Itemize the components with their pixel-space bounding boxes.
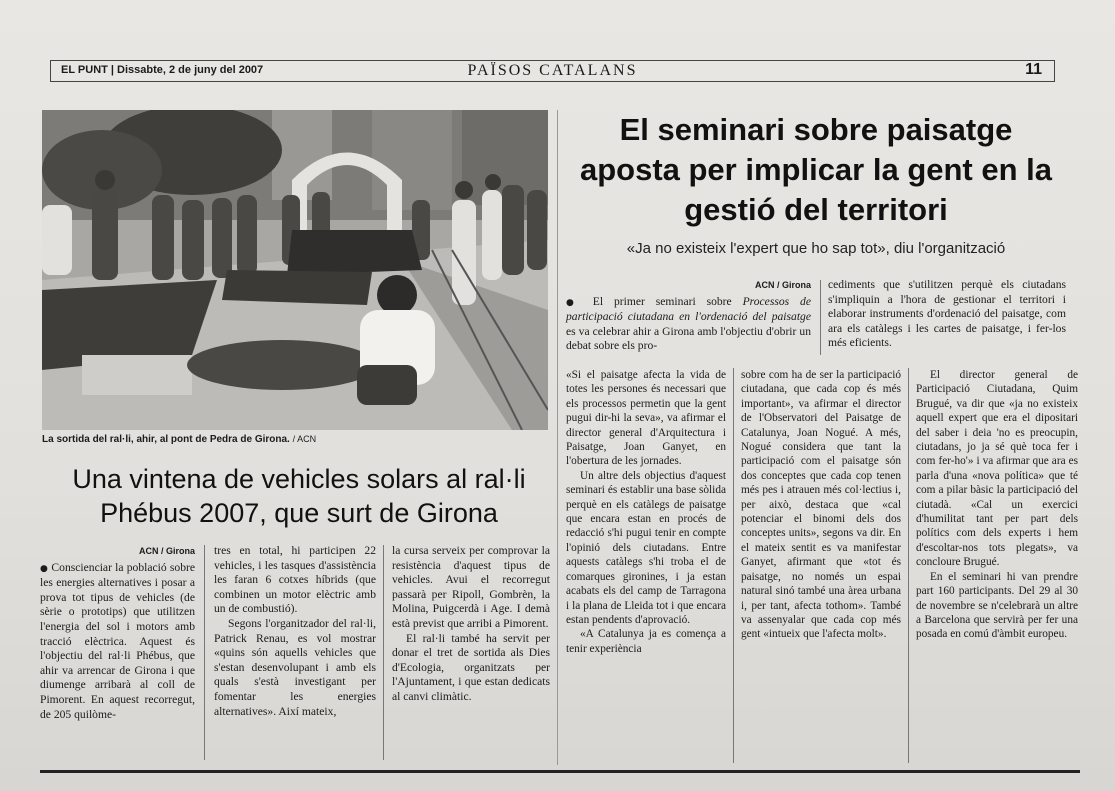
column-divider xyxy=(383,545,384,760)
header-page-number: 11 xyxy=(1025,61,1042,78)
right-lead-continued: cediments que s'utilitzen perquè els ciutadans s'impliquin a l'hora de gestionar el territori i elaborar instruments d'ordenació del paisatge, com ara els catàlegs i les cartes de paisatge, i fer-los més eficients. xyxy=(828,278,1066,350)
right-article-column-2 xyxy=(741,368,901,642)
left-article-column-1 xyxy=(40,544,195,722)
photo-credit: / ACN xyxy=(292,434,317,444)
bottom-rule xyxy=(40,770,1080,773)
left-article-column-2 xyxy=(214,544,376,719)
column-divider xyxy=(733,368,734,763)
left-article-headline: Una vintena de vehicles solars al ral·li Phébus 2007, que surt de Girona xyxy=(72,464,526,528)
rally-photo xyxy=(42,110,548,430)
left-article-column-3 xyxy=(392,544,550,705)
left-article-col3-para2: El ral·li també ha servit per donar el tret de sortida als Dies d'Ecologia, organitzats per l'Ajuntament, i que estan dedicats al canvi climàtic. xyxy=(392,631,550,703)
bullet-icon: ● xyxy=(566,297,582,308)
right-article-lead-2 xyxy=(828,278,1066,351)
left-article-col2-para2: Segons l'organitzador del ral·li, Patrick Renau, es vol mostrar «quins són aquells vehicles que s'estan desenvolupant i amb els quals s'està investigant per fomentar les energies alternatives». Així mateix, xyxy=(214,616,376,718)
page-header xyxy=(50,60,1055,82)
right-col1-para2: Un altre dels objectius d'aquest seminari és establir una base sòlida perquè en els catàlegs de paisatge que encara estan en procés de redacció s'hi pugui tenir en compte l'opinió dels ciutadans. Entre aquests catàlegs s'hi troba el de comarques gironines, i ja estan acabats els del camp de Tarragona i la plana de Lleida tot i que encara estan pendents d'aprovació. xyxy=(566,469,726,626)
article-divider xyxy=(557,110,558,765)
left-article-agency: ACN / Girona xyxy=(138,546,195,556)
right-lead-after: es va celebrar ahir a Girona amb l'objectiu d'obrir un debat sobre els pro- xyxy=(566,324,811,353)
right-col3-para1: El director general de Participació Ciutadana, Quim Brugué, va dir que «ja no existeix aquell expert que era el dipositari del saber i deia 'no es preocupin, ciutadans, jo ja sé què toca fer i com fer-ho'» i va afirmar que ara es parla d'una «nova política» que té com a pilar bàsic la participació del ciutadà. «Cal un exercici d'humilitat tant per part dels polítics com dels experts i hem d'escoltar-nos tots plegats», va concloure Brugué. xyxy=(916,369,1078,569)
rally-photo-image xyxy=(42,110,548,430)
right-article-subtitle: «Ja no existeix l'expert que ho sap tot», diu l'organització xyxy=(626,240,1006,257)
right-col1-para3: «A Catalunya ja es comença a tenir experiència xyxy=(566,628,726,655)
right-article-lead-1 xyxy=(566,278,811,354)
right-col3-para2: En el seminari hi van prendre part 160 participants. Del 29 al 30 de novembre se n'celebrarà un altre a Barcelona que servirà per fer una posada en comú d'àmbit europeu. xyxy=(916,570,1078,641)
header-publication-date: EL PUNT | Dissabte, 2 de juny del 2007 xyxy=(61,64,264,76)
header-section: PAÏSOS CATALANS xyxy=(467,62,638,79)
column-divider xyxy=(908,368,909,763)
column-divider xyxy=(820,280,821,355)
right-article-agency: ACN / Girona xyxy=(754,280,811,290)
right-article-column-3 xyxy=(916,368,1078,642)
right-lead-italic: Processos de participació ciutadana en l'ordenació del paisatge xyxy=(566,294,811,324)
bullet-icon: ● xyxy=(40,563,49,574)
column-divider xyxy=(204,545,205,760)
photo-caption xyxy=(42,434,562,445)
photo-caption-text: La sortida del ral·li, ahir, al pont de Pedra de Girona. xyxy=(42,434,290,445)
right-col2-para1: sobre com ha de ser la participació ciutadana, que cada cop és més important», va afirmar el director de l'Observatori del Paisatge de Catalunya, Joan Nogué. A més, Nogué considera que tant la participació com el paisatge són dos conceptes que cada cop tenen més pes i atrauen més col·lectius i, per això, destaca que «cal potenciar el binomi dels dos conceptes units», segons va dir. En el mateix sentit es va manifestar Ganyet, afirmant que «tot és paisatge, no només un espai natural sinó també una àrea urbana i, per tant, afecta tothom». També va assenyalar que cada cop més gent «intueix que l'afecta molt». xyxy=(741,369,901,641)
left-article-col1-text: Conscienciar la població sobre les energies alternatives i posar a prova tot tipus de vehicles (de sèrie o prototips) que utilitzen l'energia del sol i motors amb tracció elèctrica. Aquest és l'objectiu del ral·li Phébus, que ahir va arrencar de Girona i que diumenge arribarà al coll de Pimorent. En aquest recorregut, de 205 quilòme- xyxy=(40,560,196,721)
right-article-column-1 xyxy=(566,368,726,656)
right-article-headline: El seminari sobre paisatge aposta per implicar la gent en la gestió del territori xyxy=(579,112,1053,227)
left-article-col3-para1: la cursa serveix per comprovar la resistència d'aquest tipus de vehicles. Avui el recorregut passarà per Ripoll, Gombrèn, la Molina, Puigcerdà i Age. I demà està previst que arribi a Pimorent. xyxy=(392,544,550,630)
left-article-col2-para1: tres en total, hi participen 22 vehicles, i les tasques d'assistència les faran 6 cotxes híbrids (que combinen un motor elèctric amb un de combustió). xyxy=(214,544,376,616)
right-col1-para1: «Si el paisatge afecta la vida de totes les persones és necessari que els processos permetin que la gent pugui dir-hi la seva», va afirmar el director general d'Arquitectura i Paisatge, Joan Ganyet, en l'obertura de les jornades. xyxy=(566,369,726,468)
right-lead-before: El primer seminari sobre xyxy=(592,294,743,308)
